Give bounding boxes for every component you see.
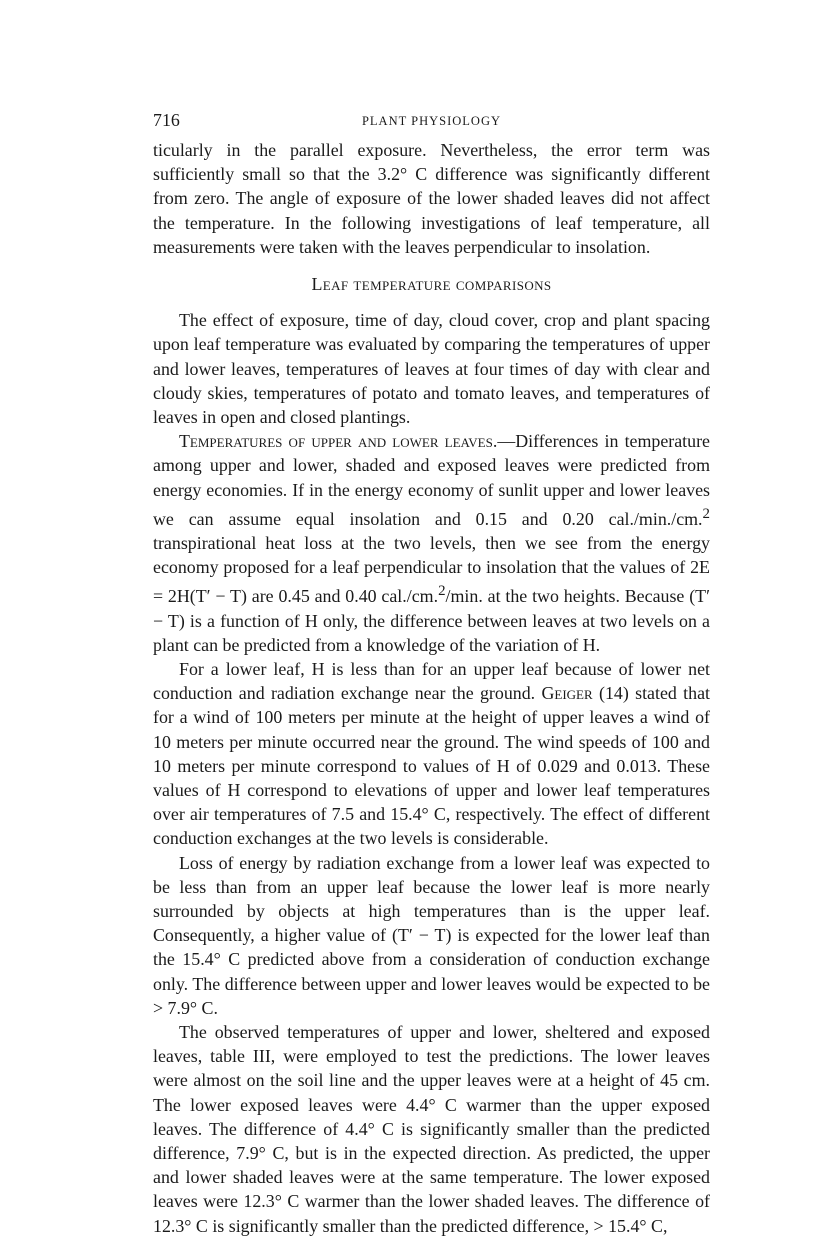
paragraph-upper-lower [153, 429, 710, 657]
text-segment: —Differences in temperature among upper and lower, shaded and exposed leaves were predicted from energy economies. If in the energy economy of sunlit upper and lower leaves we can assume equal insolation and 0.15 and 0.20 cal./min./cm. [153, 431, 710, 529]
text-segment: /min. at the two heights. Because (T′ − T) is a function of H only, the difference between leaves at two levels on a plant can be predicted from a knowledge of the variation of H. [153, 586, 710, 655]
running-head [153, 108, 710, 138]
superscript: 2 [702, 505, 710, 522]
paragraph-radiation: Loss of energy by radiation exchange from a lower leaf was expected to be less than from an upper leaf because the lower leaf is more nearly surrounded by objects at high temperatures than is the upper leaf. Consequently, a higher value of (T′ − T) is expected for the lower leaf than the 15.4° C predicted above from a consideration of conduction exchange only. The difference between upper and lower leaves would be expected to be > 7.9° C. [153, 852, 710, 1018]
paragraph-observed: The observed temperatures of upper and lower, sheltered and exposed leaves, table III, were employed to test the predictions. The lower leaves were almost on the soil line and the upper leaves were at a height of 45 cm. The lower exposed leaves were 4.4° C warmer than the upper exposed leaves. The difference of 4.4° C is significantly smaller than the predicted difference, 7.9° C, but is in the expected direction. As predicted, the upper and lower shaded leaves were at the same temperature. The lower exposed leaves were 12.3° C warmer than the lower shaded leaves. The difference of 12.3° C is significantly smaller than the predicted difference, > 15.4° C, [153, 1022, 710, 1236]
paragraph-continued: ticularly in the parallel exposure. Nevertheless, the error term was sufficiently small so that the 3.2° C difference was significantly different from zero. The angle of exposure of the lower shaded leaves did not affect the temperature. In the following investigations of leaf temperature, all measurements were taken with the leaves perpendicular to insolation. [153, 140, 710, 257]
journal-title: PLANT PHYSIOLOGY [361, 114, 502, 128]
text-segment: For a lower leaf, H is less than for an upper leaf because of lower net conduction and radiation exchange near the ground. [153, 659, 710, 704]
section-heading: Leaf temperature comparisons [311, 274, 552, 295]
paragraph-intro: The effect of exposure, time of day, cloud cover, crop and plant spacing upon leaf temperature was evaluated by comparing the temperatures of upper and lower leaves, temperatures of leaves at four times of day with clear and cloudy skies, temperatures of potato and tomato leaves, and temperatures of leaves in open and closed plantings. [153, 310, 710, 428]
text-segment: transpirational heat loss at the two levels, then we see from the energy economy proposed for a leaf perpendicular to insolation that the values of 2E = 2H(T′ − T) are 0.45 and 0.40 cal./cm. [153, 533, 710, 607]
run-in-heading: Temperatures of upper and lower leaves. [179, 431, 498, 452]
author-citation: Geiger [541, 683, 593, 704]
paragraph-conduction [153, 657, 710, 851]
page-number: 716 [153, 110, 180, 130]
text-segment: (14) stated that for a wind of 100 meters per minute at the height of upper leaves a wind of 10 meters per minute occurred near the ground. The wind speeds of 100 and 10 meters per minute correspond to values of H of 0.029 and 0.013. These values of H correspond to elevations of upper and lower leaf temperatures over air temperatures of 7.5 and 15.4° C, respectively. The effect of different conduction exchanges at the two levels is considerable. [153, 683, 710, 849]
page-body [153, 108, 710, 1238]
superscript: 2 [438, 583, 446, 600]
